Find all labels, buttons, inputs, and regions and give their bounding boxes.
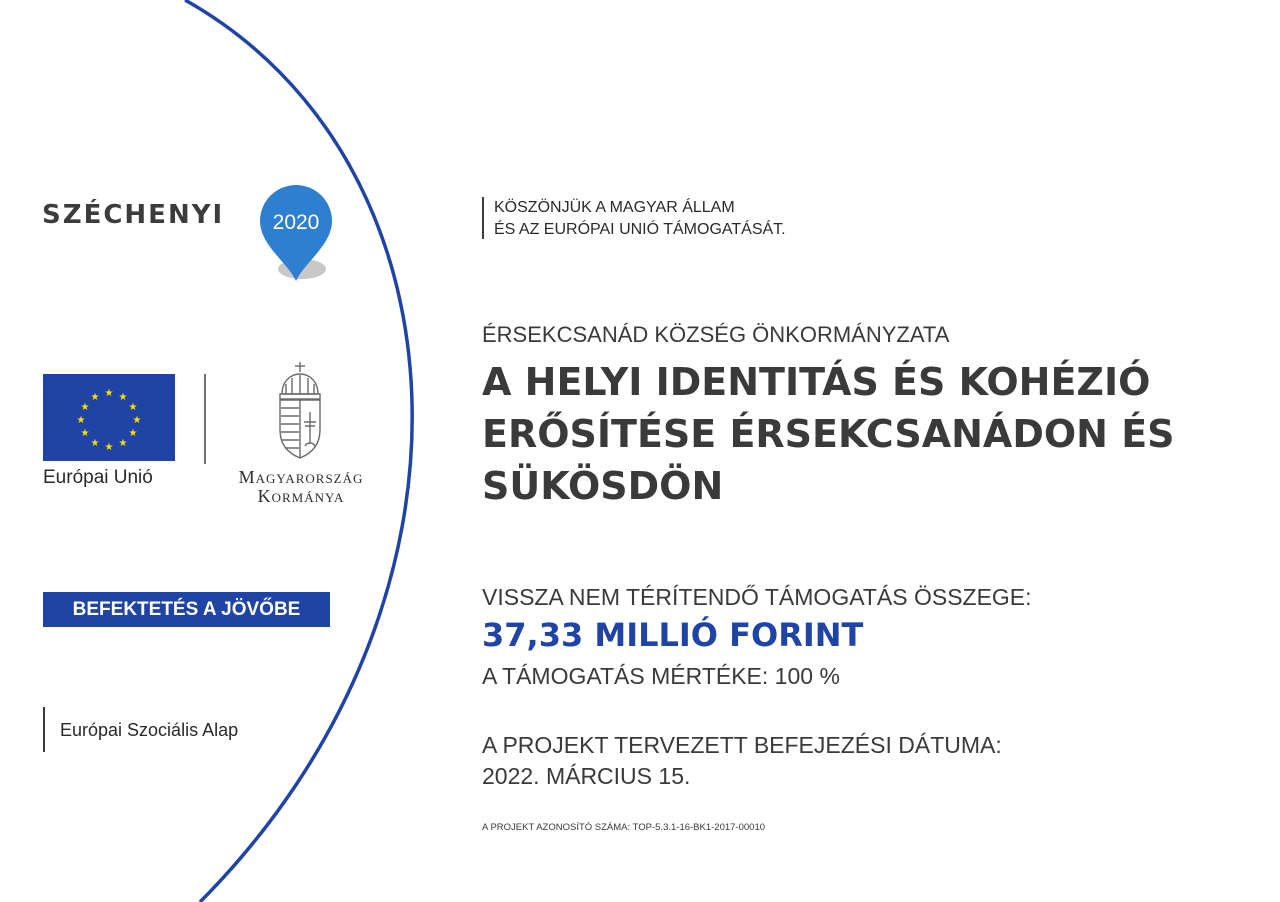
location-pin-icon — [258, 183, 338, 287]
thanks-line1: KÖSZÖNJÜK A MAGYAR ÁLLAM — [494, 199, 735, 216]
invest-in-future-badge: BEFEKTETÉS A JÖVŐBE — [43, 592, 330, 627]
szechenyi-logo-text: SZÉCHENYI — [42, 200, 225, 230]
organization-name: ÉRSEKCSANÁD KÖZSÉG ÖNKORMÁNYZATA — [482, 322, 950, 347]
svg-text:★: ★ — [90, 392, 100, 403]
thanks-divider — [482, 197, 484, 239]
svg-text:★: ★ — [104, 442, 114, 453]
svg-text:★: ★ — [118, 392, 128, 403]
hungarian-government-label — [216, 468, 386, 506]
svg-text:★: ★ — [90, 438, 100, 449]
project-title-line1: A HELYI IDENTITÁS ÉS KOHÉZIÓ — [482, 360, 1151, 404]
eu-stars — [43, 374, 175, 461]
hu-gov-line2: Kormánya — [257, 486, 345, 506]
grant-amount: 37,33 MILLIÓ FORINT — [482, 616, 864, 654]
eu-flag-icon — [43, 374, 175, 461]
completion-date-label: A PROJEKT TERVEZETT BEFEJEZÉSI DÁTUMA: — [482, 732, 1002, 758]
svg-text:★: ★ — [128, 428, 138, 439]
thanks-line2: ÉS AZ EURÓPAI UNIÓ TÁMOGATÁSÁT. — [494, 221, 786, 238]
svg-text:★: ★ — [104, 388, 114, 399]
project-title-line3: SÜKÖSDÖN — [482, 464, 724, 508]
grant-label: VISSZA NEM TÉRÍTENDŐ TÁMOGATÁS ÖSSZEGE: — [482, 584, 1032, 610]
esza-divider — [43, 707, 45, 752]
svg-text:★: ★ — [76, 415, 86, 426]
project-title — [482, 356, 1242, 512]
svg-text:★: ★ — [80, 402, 90, 413]
coat-of-arms-icon — [272, 360, 328, 460]
project-title-line2: ERŐSÍTÉSE ÉRSEKCSANÁDON ÉS — [482, 412, 1175, 456]
esza-label: Európai Szociális Alap — [60, 720, 239, 740]
grant-rate: A TÁMOGATÁS MÉRTÉKE: 100 % — [482, 663, 840, 689]
svg-text:★: ★ — [118, 438, 128, 449]
thanks-text — [494, 197, 786, 241]
svg-text:★: ★ — [132, 415, 142, 426]
eu-label: Európai Unió — [43, 467, 153, 488]
szechenyi-year: 2020 — [272, 211, 320, 234]
project-id: A PROJEKT AZONOSÍTÓ SZÁMA: TOP-5.3.1-16-BK1-2017-00010 — [482, 822, 766, 833]
logo-divider — [204, 374, 206, 464]
svg-text:★: ★ — [128, 402, 138, 413]
svg-text:★: ★ — [80, 428, 90, 439]
completion-date-value: 2022. MÁRCIUS 15. — [482, 763, 691, 789]
hu-gov-line1: Magyarország — [238, 467, 364, 487]
